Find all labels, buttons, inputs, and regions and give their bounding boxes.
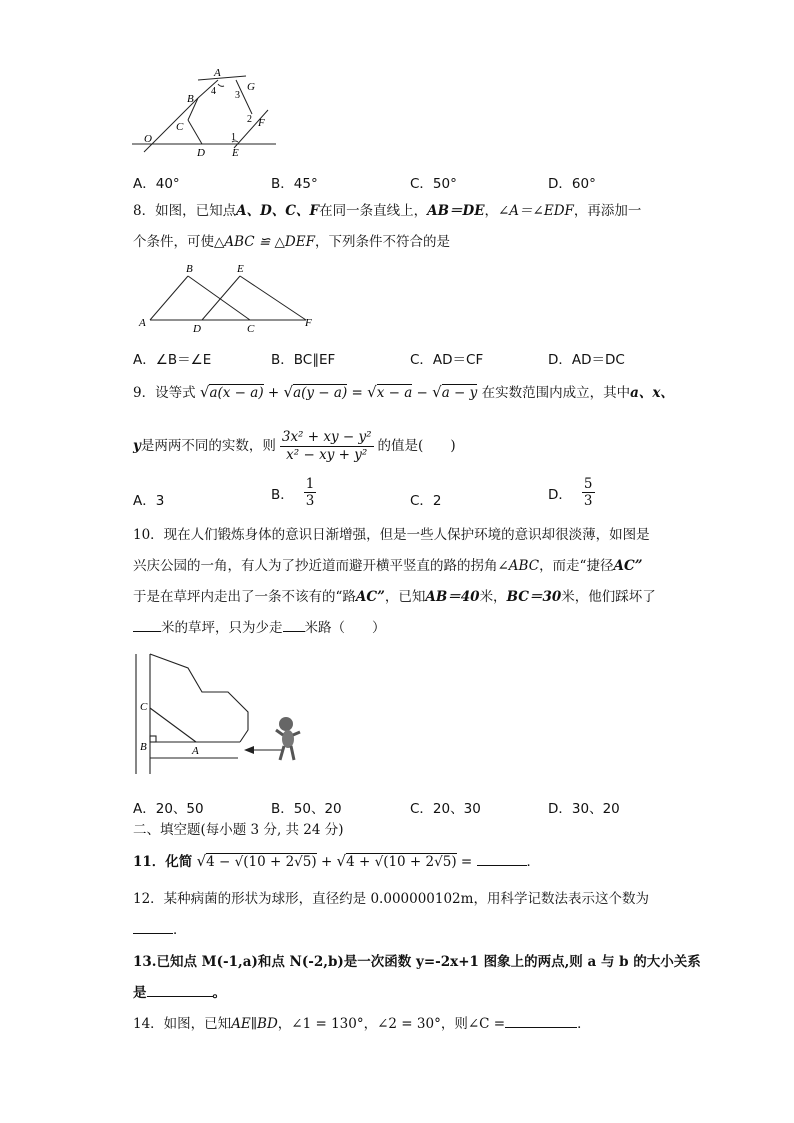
q10-line3 <box>133 588 656 606</box>
q9-line1-pre: 9．设等式 <box>133 385 196 401</box>
arrow-head <box>244 746 254 754</box>
lawn-boundary <box>150 654 248 742</box>
q11-radicand-1: 4 − √(10 + 2√5) <box>206 854 317 870</box>
q10-line4 <box>133 619 386 637</box>
q10-line2 <box>133 557 642 575</box>
q10-option-d: D．30、20 <box>548 801 620 817</box>
q10-line3-post: 米，他们踩坏了 <box>561 589 656 605</box>
q9-option-c: C．2 <box>410 493 442 509</box>
q8-eq2: ∠A＝∠EDF <box>498 203 574 219</box>
q9-radicand-2: a(y − a) <box>293 385 348 401</box>
q10-line3-pre: 于是在草坪内走出了一条不该有的“路 <box>133 589 356 605</box>
q13-line2 <box>133 984 226 1002</box>
q8-line1 <box>133 202 641 220</box>
q8-option-a: A．∠B＝∠E <box>133 352 212 368</box>
q10-blank-2 <box>283 631 305 632</box>
q14-post: ． <box>577 1016 591 1032</box>
q9-fraction-denominator: x² − xy + y² <box>286 446 368 463</box>
q9-line2-post: 的值是( ) <box>377 438 456 454</box>
q10-option-a: A．20、50 <box>133 801 204 817</box>
q10-bc: BC＝30 <box>506 589 562 605</box>
person-icon <box>276 717 300 760</box>
q9-option-d <box>548 476 595 509</box>
label-2: 2 <box>247 114 252 125</box>
label-A: A <box>139 317 146 329</box>
q12-answer-blank <box>133 933 173 934</box>
q9-option-b-den: 3 <box>305 493 315 510</box>
q9-option-b-num: 1 <box>305 476 315 492</box>
q14-pre: 14．如图，已知 <box>133 1016 232 1032</box>
q13-line2-pre: 是 <box>133 985 147 1001</box>
q10-line4-b: 米路（ ） <box>304 620 386 636</box>
q9-line2 <box>133 423 456 469</box>
q9-fraction <box>280 429 374 462</box>
q10-option-b: B．50、20 <box>271 801 342 817</box>
q8-figure <box>136 260 316 332</box>
line-ab <box>150 276 188 320</box>
q14 <box>133 1015 591 1033</box>
q8-line1-pre: 8．如图，已知点 <box>133 203 237 219</box>
q10-line3-mid: ，已知 <box>384 589 426 605</box>
line-de <box>202 276 240 320</box>
line-cd <box>188 120 202 144</box>
path-ac <box>150 708 196 742</box>
label-3: 3 <box>235 90 240 101</box>
q7-option-b: B．45° <box>271 176 318 192</box>
line-bc <box>188 276 250 320</box>
label-D: D <box>197 147 205 159</box>
q12-line1: 12．某种病菌的形状为球形，直径约是 0.000000102m，用科学记数法表示这个数为 <box>133 891 649 907</box>
q9-option-b-prefix: B． <box>271 486 294 503</box>
label-B: B <box>187 93 194 105</box>
q9-option-b <box>271 476 316 509</box>
q8-line2 <box>133 233 450 251</box>
q8-line2-post: ，下列条件不符合的是 <box>314 234 450 250</box>
label-4: 4 <box>211 86 216 97</box>
q14-answer-blank <box>505 1027 577 1028</box>
q10-ac-2: AC” <box>355 589 385 605</box>
q8-option-c: C．AD＝CF <box>410 352 484 368</box>
q9-line1-post: 在实数范围内成立，其中 <box>481 385 631 401</box>
q12-post: ． <box>173 922 187 938</box>
q9-option-d-num: 5 <box>583 476 593 492</box>
line-ag <box>198 76 246 80</box>
q10-figure <box>128 650 308 780</box>
q14-mid: ，∠1 = 130°，∠2 = 30°，则∠C = <box>277 1016 506 1032</box>
q8-option-d: D．AD＝DC <box>548 352 625 368</box>
q8-points: A、D、C、F <box>236 203 320 219</box>
q9-vars: a、x、 <box>630 385 674 401</box>
q13-line2-post: 。 <box>212 985 226 1001</box>
label-B: B <box>140 741 147 753</box>
label-1: 1 <box>231 132 236 143</box>
q10-line2-pre: 兴庆公园的一角，有人为了抄近道而避开横平竖直的路的拐角 <box>133 558 498 574</box>
q7-figure <box>128 64 280 160</box>
label-F: F <box>305 317 312 329</box>
label-E: E <box>232 147 239 159</box>
q9-radicand-3: x − a <box>376 385 413 401</box>
q10-angle: ∠ABC <box>497 558 540 574</box>
label-B: B <box>186 263 193 275</box>
right-angle-mark <box>150 736 156 742</box>
label-C: C <box>176 121 184 133</box>
q9-fraction-numerator: 3x² + xy − y² <box>281 429 372 446</box>
q11-answer-blank <box>477 865 527 866</box>
q10-line4-a: 米的草坪，只为少走 <box>161 620 283 636</box>
angle-4-arc <box>218 84 224 86</box>
q10-blank-1 <box>133 631 161 632</box>
label-C: C <box>140 701 148 713</box>
q10-line2-post: ，而走“捷径 <box>539 558 614 574</box>
q8-option-b: B．BC∥EF <box>271 352 336 368</box>
q9-line2-mid: 是两两不同的实数，则 <box>140 438 276 454</box>
label-E: E <box>237 263 244 275</box>
label-A: A <box>192 745 199 757</box>
q9-radicand-1: a(x − a) <box>209 385 264 401</box>
label-F: F <box>258 117 265 129</box>
q11-radicand-2: 4 + √(10 + 2√5) <box>346 854 457 870</box>
q8-eq1: AB＝DE <box>427 203 485 219</box>
q8-line2-pre: 个条件，可使 <box>133 234 214 250</box>
q8-congruence: △ABC ≌ △DEF <box>214 234 315 250</box>
q11-pre: 11．化简 <box>133 854 193 870</box>
line-ef <box>240 276 306 320</box>
q7-option-c: C．50° <box>410 176 457 192</box>
q9-line1: 9．设等式 √a(x − a) + √a(y − a) = √x − a − √a − y 在实数范围内成立，其中a、x、 <box>133 383 674 401</box>
q13-line1: 13.已知点 M(-1,a)和点 N(-2,b)是一次函数 y=-2x+1 图象上的两点,则 a 与 b 的大小关系 <box>133 954 701 970</box>
q14-cond: AE∥BD <box>231 1016 278 1032</box>
q11: 11．化简 √4 − √(10 + 2√5) + √4 + √(10 + 2√5) = ． <box>133 852 540 870</box>
label-A: A <box>214 67 221 79</box>
q11-post: ． <box>526 854 540 870</box>
label-D: D <box>193 323 201 332</box>
section-2-heading: 二、填空题(每小题 3 分, 共 24 分) <box>133 822 344 838</box>
q9-radicand-4: a − y <box>441 385 478 401</box>
q8-line1-post: ，再添加一 <box>573 203 642 219</box>
q13-answer-blank <box>147 996 213 997</box>
q8-sep: ， <box>484 203 498 219</box>
q8-line1-mid: 在同一条直线上， <box>319 203 428 219</box>
q7-option-a: A．40° <box>133 176 180 192</box>
q10-m1: 米， <box>479 589 507 605</box>
q12-line2 <box>133 921 187 939</box>
q10-ac-1: AC” <box>613 558 643 574</box>
q7-option-d: D．60° <box>548 176 596 192</box>
label-O: O <box>144 133 152 145</box>
q9-var-y: y <box>133 438 141 454</box>
q10-option-c: C．20、30 <box>410 801 481 817</box>
label-C: C <box>247 323 255 332</box>
q10-line1: 10．现在人们锻炼身体的意识日渐增强，但是一些人保护环境的意识却很淡薄，如图是 <box>133 527 650 543</box>
q9-option-a: A．3 <box>133 493 165 509</box>
q9-option-d-den: 3 <box>583 493 593 510</box>
q9-option-d-prefix: D． <box>548 486 572 503</box>
label-G: G <box>247 81 255 93</box>
q10-ab: AB＝40 <box>425 589 480 605</box>
